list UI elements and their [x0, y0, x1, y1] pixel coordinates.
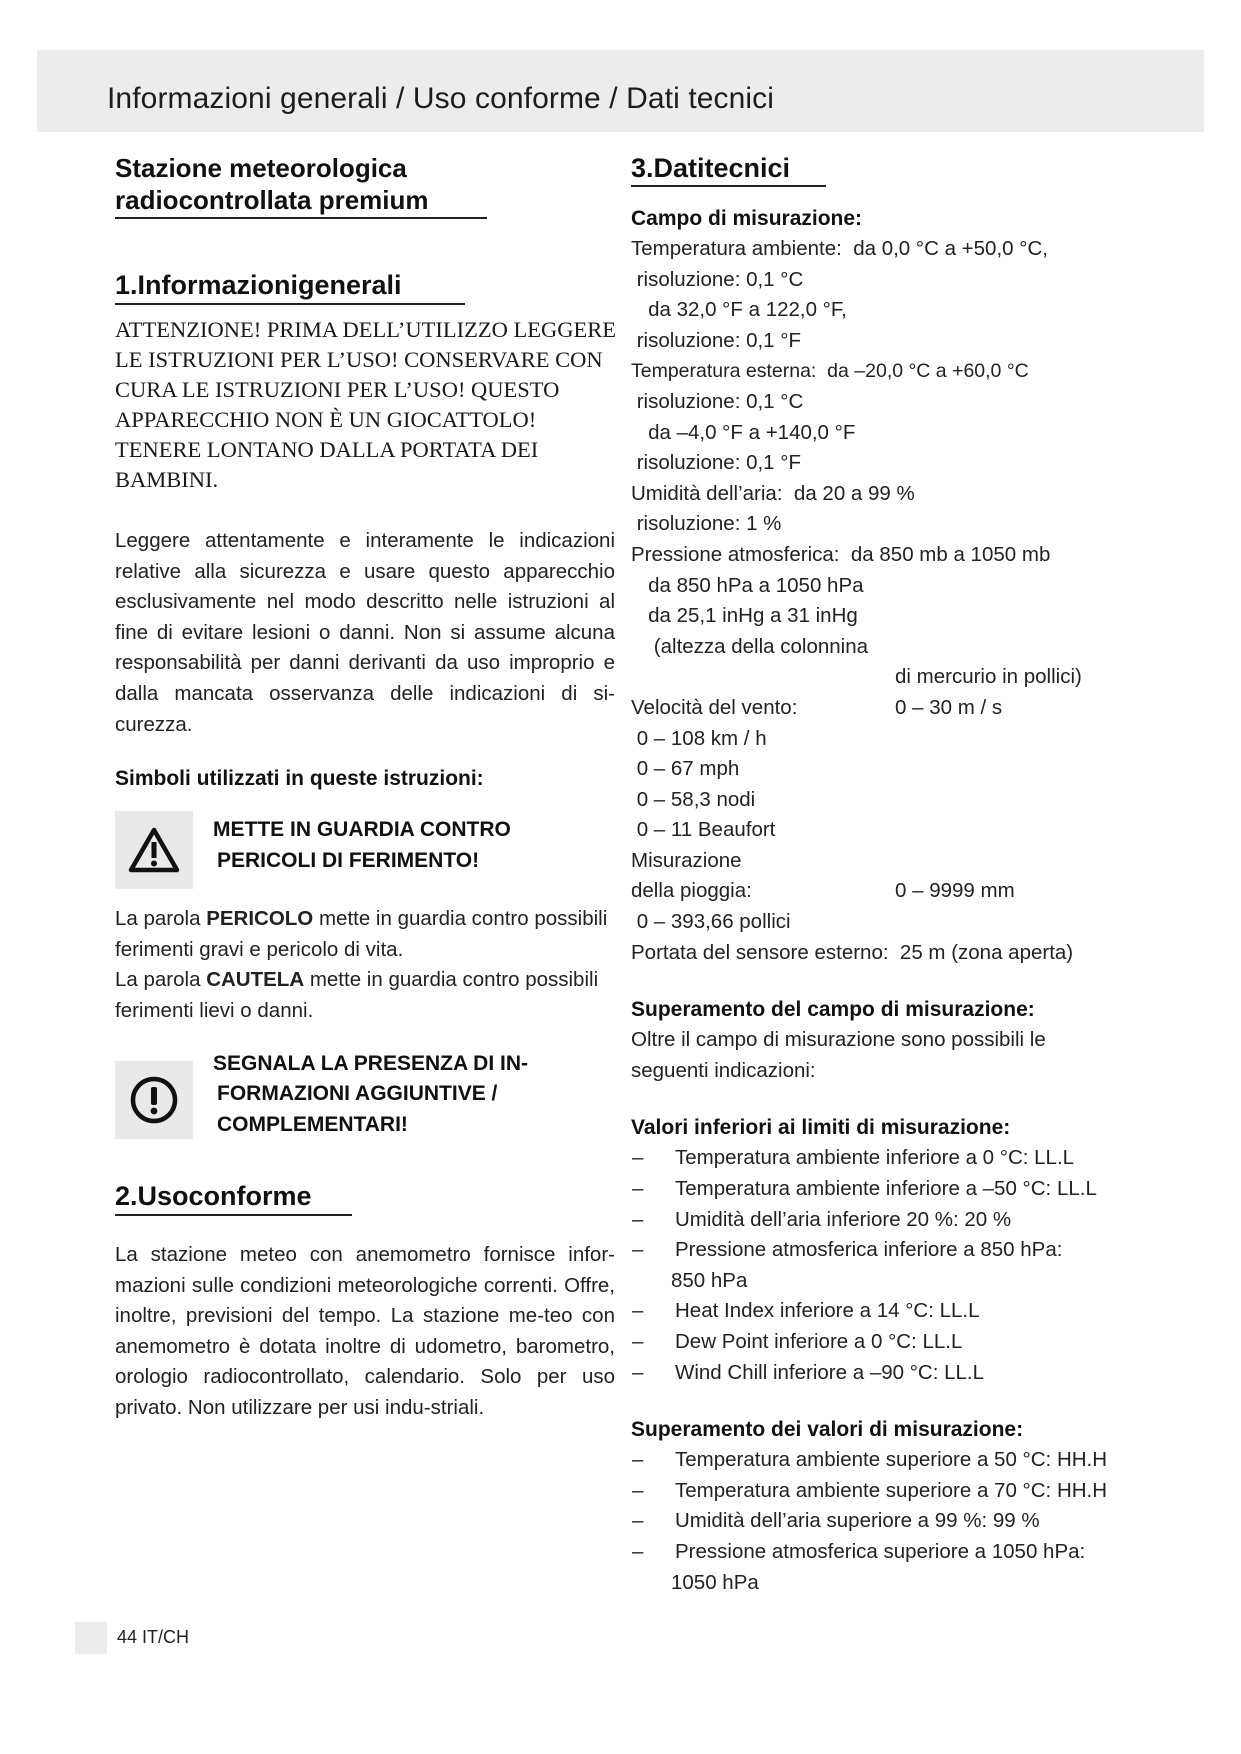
- over-heading: Superamento del campo di misurazione:: [631, 998, 1035, 1022]
- wind-line: 0 – 67 mph: [631, 757, 740, 781]
- list-item: [631, 1235, 1191, 1266]
- page-number-box: [75, 1622, 107, 1654]
- usage-paragraph: La stazione meteo con anemometro fornisce infor-mazioni sulle condizioni meteorologiche correnti. Offre, inoltre, previsioni del tempo. La stazione me-teo con anemometro è dotata inoltre di udometro, barometro, orologio radiocontrollato, calendario. Solo per uso privato. Non utilizzare per usi indu-striali.: [115, 1243, 615, 1419]
- symbol-info-line1: SEGNALA LA PRESENZA DI IN-: [213, 1051, 529, 1075]
- list-item-continuation: 850 hPa: [671, 1268, 748, 1292]
- section1-title: 1.Informazionigenerali: [115, 270, 402, 300]
- tech-line: risoluzione: 1 %: [631, 512, 782, 536]
- list-item-text: Temperatura ambiente superiore a 70 °C: HH.H: [675, 1478, 1108, 1502]
- rain-label: della pioggia:: [631, 879, 752, 903]
- tech-line: da –4,0 °F a +140,0 °F: [631, 420, 856, 444]
- rain-row: [631, 876, 1191, 907]
- exclamation-circle-icon: [115, 1061, 193, 1139]
- tech-line: risoluzione: 0,1 °F: [631, 451, 801, 475]
- warning-block: [115, 315, 615, 495]
- tech-line: da 32,0 °F a 122,0 °F,: [631, 298, 847, 322]
- tech-line: Pressione atmosferica: da 850 mb a 1050 mb: [631, 542, 1051, 566]
- dash-mark: –: [632, 1330, 644, 1353]
- list-item-text: Heat Index inferiore a 14 °C: LL.L: [675, 1299, 980, 1323]
- wind-row: [631, 693, 1191, 724]
- section1-rule: [115, 303, 465, 305]
- symbol-warning-line2: PERICOLI DI FERIMENTO!: [217, 848, 480, 872]
- wind-value: 0 – 30 m / s: [895, 695, 1003, 719]
- mercury-text: di mercurio in pollici): [895, 665, 1082, 689]
- page-number: 44: [117, 1627, 138, 1647]
- upper-heading: Superamento dei valori di misurazione:: [631, 1418, 1024, 1442]
- symbol-warning-row: [115, 811, 615, 889]
- list-item: [631, 1296, 1191, 1327]
- over-text: Oltre il campo di misurazione sono possibili le seguenti indicazioni:: [631, 1028, 1046, 1082]
- danger-paragraph: [115, 904, 615, 965]
- section2-title: 2.Usoconforme: [115, 1181, 312, 1212]
- sensor-line: Portata del sensore esterno: 25 m (zona aperta): [631, 940, 1074, 964]
- symbol-warning-line1: METTE IN GUARDIA CONTRO: [213, 818, 511, 842]
- caution-rest: mette in guardia contro possibili ferimenti lievi o danni.: [115, 968, 599, 1022]
- list-item: [631, 1506, 1191, 1537]
- upper-list: [631, 1445, 1191, 1598]
- warning-line: ATTENZIONE! PRIMA DELL’UTILIZZO LEGGERE: [115, 317, 616, 342]
- page-title: Informazioni generali / Uso conforme / Dati tecnici: [107, 82, 775, 115]
- danger-word: PERICOLO: [206, 907, 314, 931]
- tech-line: Temperatura ambiente: da 0,0 °C a +50,0 °C,: [631, 237, 1048, 260]
- symbol-info-row: [115, 1049, 615, 1141]
- dash-mark: –: [632, 1539, 644, 1563]
- list-item: [631, 1143, 1191, 1174]
- symbol-warning-text: [213, 815, 511, 889]
- lower-list: [631, 1143, 1191, 1388]
- tech-line: da 25,1 inHg a 31 inHg: [631, 604, 858, 628]
- list-item-text: Dew Point inferiore a 0 °C: LL.L: [675, 1330, 963, 1353]
- warning-line: BAMBINI.: [115, 467, 219, 492]
- campo-heading: Campo di misurazione:: [631, 207, 863, 230]
- dash-mark: –: [632, 1360, 644, 1384]
- tech-line: Umidità dell’aria: da 20 a 99 %: [631, 481, 915, 505]
- section3-rule: [631, 185, 826, 187]
- product-title-line1: Stazione meteorologica: [115, 153, 407, 183]
- danger-prefix: La parola: [115, 907, 201, 931]
- list-item-text: Pressione atmosferica superiore a 1050 hPa:: [675, 1539, 1086, 1563]
- wind-label: Velocità del vento:: [631, 695, 798, 719]
- caution-prefix: La parola: [115, 968, 201, 992]
- warning-line: APPARECCHIO NON È UN GIOCATTOLO!: [115, 407, 537, 432]
- list-item-text: Umidità dell’aria superiore a 99 %: 99 %: [675, 1509, 1040, 1533]
- list-item: [631, 1205, 1191, 1236]
- tech-line: Temperatura esterna: da –20,0 °C a +60,0 °C: [631, 360, 1029, 383]
- symbol-info-text: [213, 1049, 528, 1141]
- list-item-text: Umidità dell’aria inferiore 20 %: 20 %: [675, 1207, 1012, 1231]
- warning-line: LE ISTRUZIONI PER L’USO! CONSERVARE CON: [115, 347, 603, 372]
- rain-inch-line: 0 – 393,66 pollici: [631, 910, 791, 934]
- tech-line: (altezza della colonnina: [631, 634, 869, 658]
- dash-mark: –: [632, 1448, 644, 1472]
- symbol-info-line3: COMPLEMENTARI!: [217, 1112, 408, 1136]
- right-column: [631, 152, 1191, 1598]
- lower-heading: Valori inferiori ai limiti di misurazione:: [631, 1116, 1011, 1140]
- caution-paragraph: [115, 965, 615, 1026]
- list-item-continuation: 1050 hPa: [671, 1570, 759, 1594]
- tech-line: risoluzione: 0,1 °F: [631, 328, 801, 352]
- list-item: [631, 1327, 1191, 1358]
- warning-line: TENERE LONTANO DALLA PORTATA DEI: [115, 437, 539, 462]
- page-locale: IT/CH: [142, 1627, 190, 1647]
- tech-line: da 850 hPa a 1050 hPa: [631, 573, 864, 597]
- list-item-text: Temperatura ambiente inferiore a –50 °C: LL.L: [675, 1177, 1097, 1201]
- list-item: [631, 1174, 1191, 1205]
- dash-mark: –: [632, 1177, 644, 1201]
- list-item-text: Temperatura ambiente superiore a 50 °C: HH.H: [675, 1448, 1108, 1472]
- rain-value: 0 – 9999 mm: [895, 879, 1015, 903]
- list-item: [631, 1537, 1191, 1568]
- danger-rest: mette in guardia contro possibili ferimenti gravi e pericolo di vita.: [115, 907, 608, 961]
- page-footer: [117, 1627, 189, 1648]
- left-column: [115, 152, 615, 1424]
- tech-data-list: [631, 234, 1191, 968]
- list-item-text: Wind Chill inferiore a –90 °C: LL.L: [675, 1360, 985, 1384]
- list-item: [631, 1358, 1191, 1389]
- dash-mark: –: [632, 1299, 644, 1323]
- tech-line: risoluzione: 0,1 °C: [631, 389, 804, 413]
- product-title-rule: [115, 217, 487, 219]
- wind-line: 0 – 58,3 nodi: [631, 787, 756, 811]
- dash-mark: –: [632, 1509, 644, 1533]
- section3-title: 3.Datitecnici: [631, 153, 791, 183]
- caution-word: CAUTELA: [206, 968, 305, 992]
- tech-line: risoluzione: 0,1 °C: [631, 267, 804, 291]
- list-item-text: Pressione atmosferica inferiore a 850 hPa:: [675, 1238, 1063, 1262]
- list-item: [631, 1445, 1191, 1476]
- section2-rule: [115, 1214, 352, 1216]
- symbol-info-line2: FORMAZIONI AGGIUNTIVE /: [217, 1082, 498, 1106]
- warning-triangle-icon: [115, 811, 193, 889]
- mercury-line: [631, 662, 1191, 693]
- product-title-line2: radiocontrollata premium: [115, 185, 429, 215]
- symbols-heading: Simboli utilizzati in queste istruzioni:: [115, 767, 484, 791]
- dash-mark: –: [632, 1238, 644, 1262]
- intro-paragraph: Leggere attentamente e interamente le indicazioni relative alla sicurezza e usare questo apparecchio esclusivamente nel modo descritto nelle istruzioni al fine di evitare lesioni o danni. Non si assume alcuna responsabilità per danni derivanti da uso improprio e dalla mancata osservanza delle indicazioni di si-curezza.: [115, 529, 615, 736]
- rain-label-line1: Misurazione: [631, 848, 742, 872]
- list-item: [631, 1476, 1191, 1507]
- list-item-text: Temperatura ambiente inferiore a 0 °C: LL.L: [675, 1146, 1075, 1170]
- wind-line: 0 – 11 Beaufort: [631, 818, 776, 842]
- dash-mark: –: [632, 1146, 644, 1170]
- warning-line: CURA LE ISTRUZIONI PER L’USO! QUESTO: [115, 377, 560, 402]
- dash-mark: –: [632, 1478, 644, 1502]
- dash-mark: –: [632, 1207, 644, 1231]
- wind-line: 0 – 108 km / h: [631, 726, 767, 750]
